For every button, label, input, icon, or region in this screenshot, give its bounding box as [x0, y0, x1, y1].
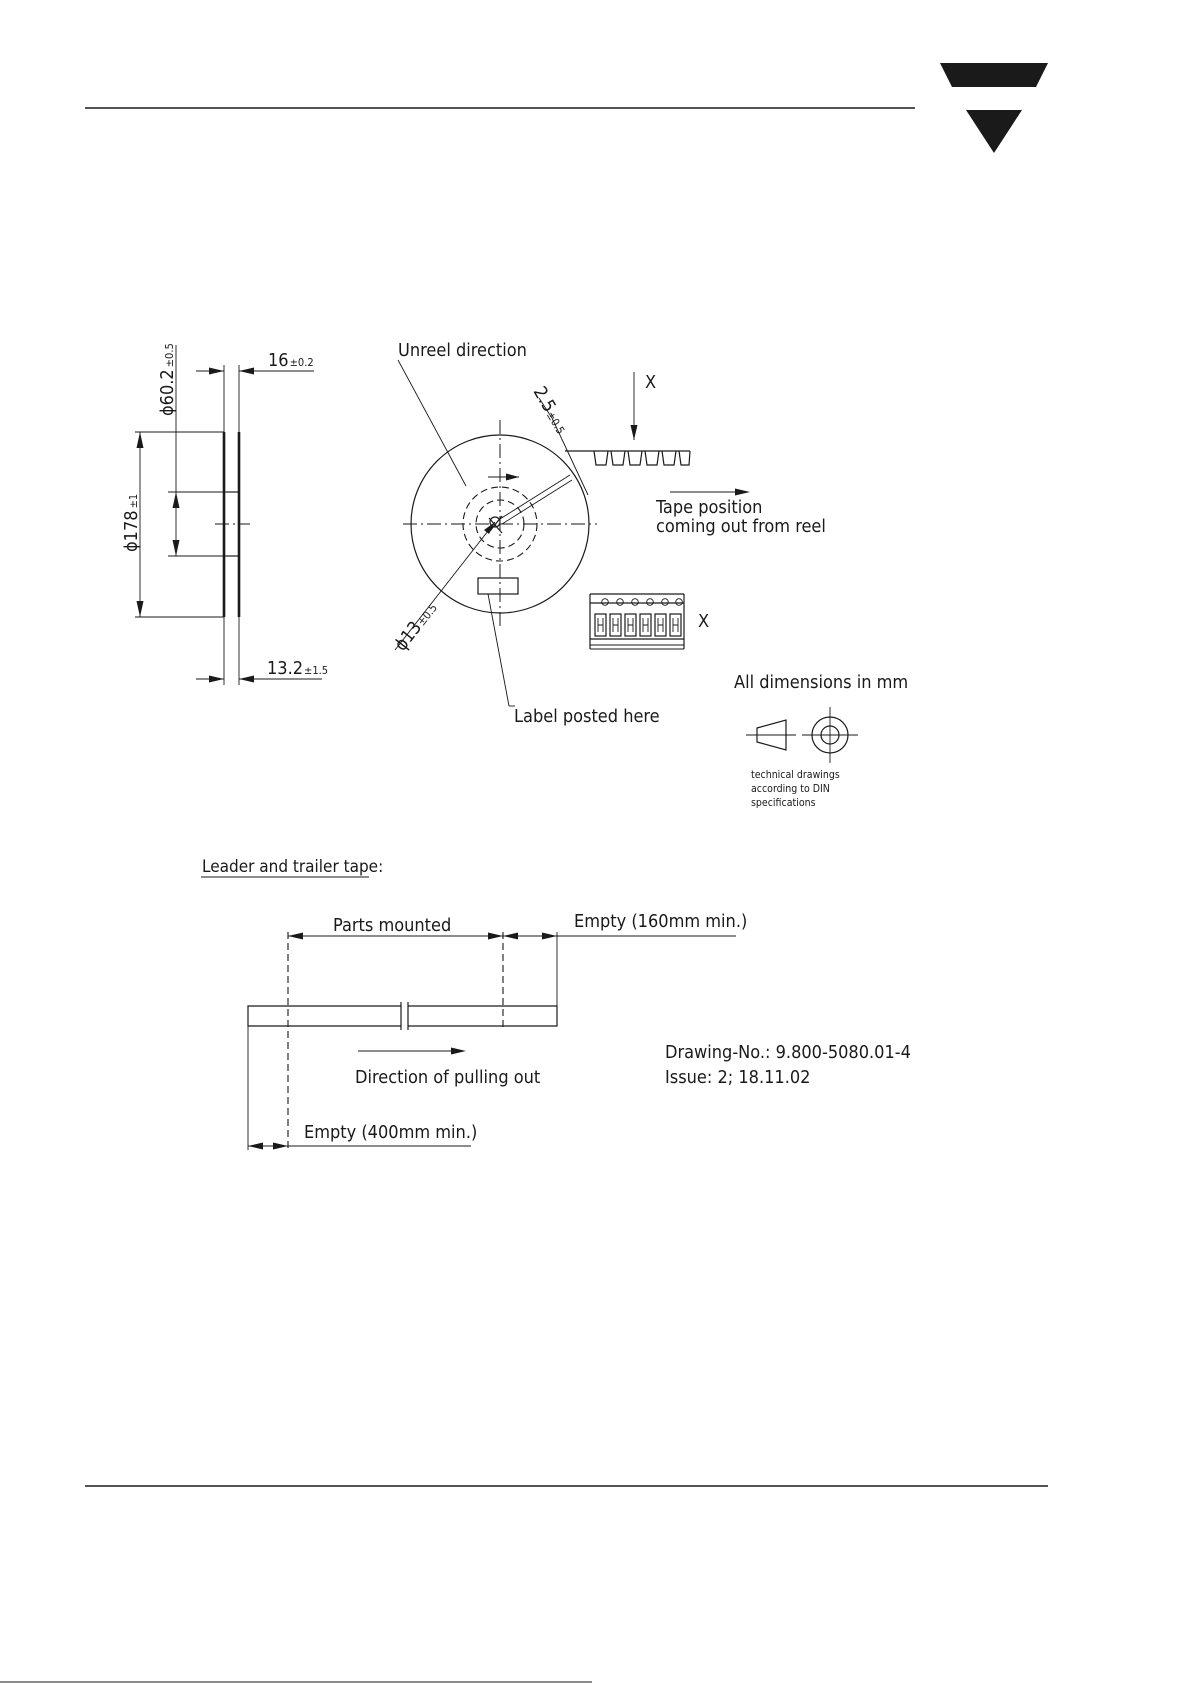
spindle-diameter-label: ϕ13±0.5: [390, 601, 441, 656]
view-x-side-label: X: [698, 611, 710, 632]
vishay-logo-icon: [940, 63, 1048, 153]
din-note-line2: according to DIN: [751, 783, 830, 795]
din-note-line3: specifications: [751, 797, 816, 809]
tape-top-view-x: [590, 594, 684, 649]
parts-mounted-label: Parts mounted: [333, 915, 452, 936]
din-note-line1: technical drawings: [751, 769, 840, 781]
width-top-label: 16±0.2: [268, 350, 314, 371]
carrier-tape-pockets: [594, 451, 690, 465]
tape-position-line2: coming out from reel: [656, 516, 826, 537]
unreel-direction-label: Unreel direction: [398, 340, 527, 361]
flange-gap-label: 2.5±0.5: [528, 383, 568, 437]
width-bottom-label: 13.2±1.5: [267, 658, 329, 679]
drawing-number: Drawing-No.: 9.800-5080.01-4: [665, 1042, 911, 1063]
pulling-direction-label: Direction of pulling out: [355, 1067, 541, 1088]
empty-trailer-label: Empty (160mm min.): [574, 911, 748, 932]
hub-diameter-label: ϕ60.2±0.5: [157, 343, 178, 416]
drawing-issue: Issue: 2; 18.11.02: [665, 1067, 811, 1088]
tape-position-line1: Tape position: [656, 497, 763, 518]
outer-diameter-label: ϕ178±1: [121, 493, 142, 552]
view-x-top-label: X: [645, 372, 657, 393]
label-posted-here: Label posted here: [514, 706, 660, 727]
leader-trailer-heading: Leader and trailer tape:: [202, 857, 384, 877]
units-note: All dimensions in mm: [734, 672, 909, 693]
empty-leader-label: Empty (400mm min.): [304, 1122, 478, 1143]
first-angle-projection-symbol-icon: [746, 707, 858, 763]
leader-trailer-tape: [248, 932, 736, 1150]
